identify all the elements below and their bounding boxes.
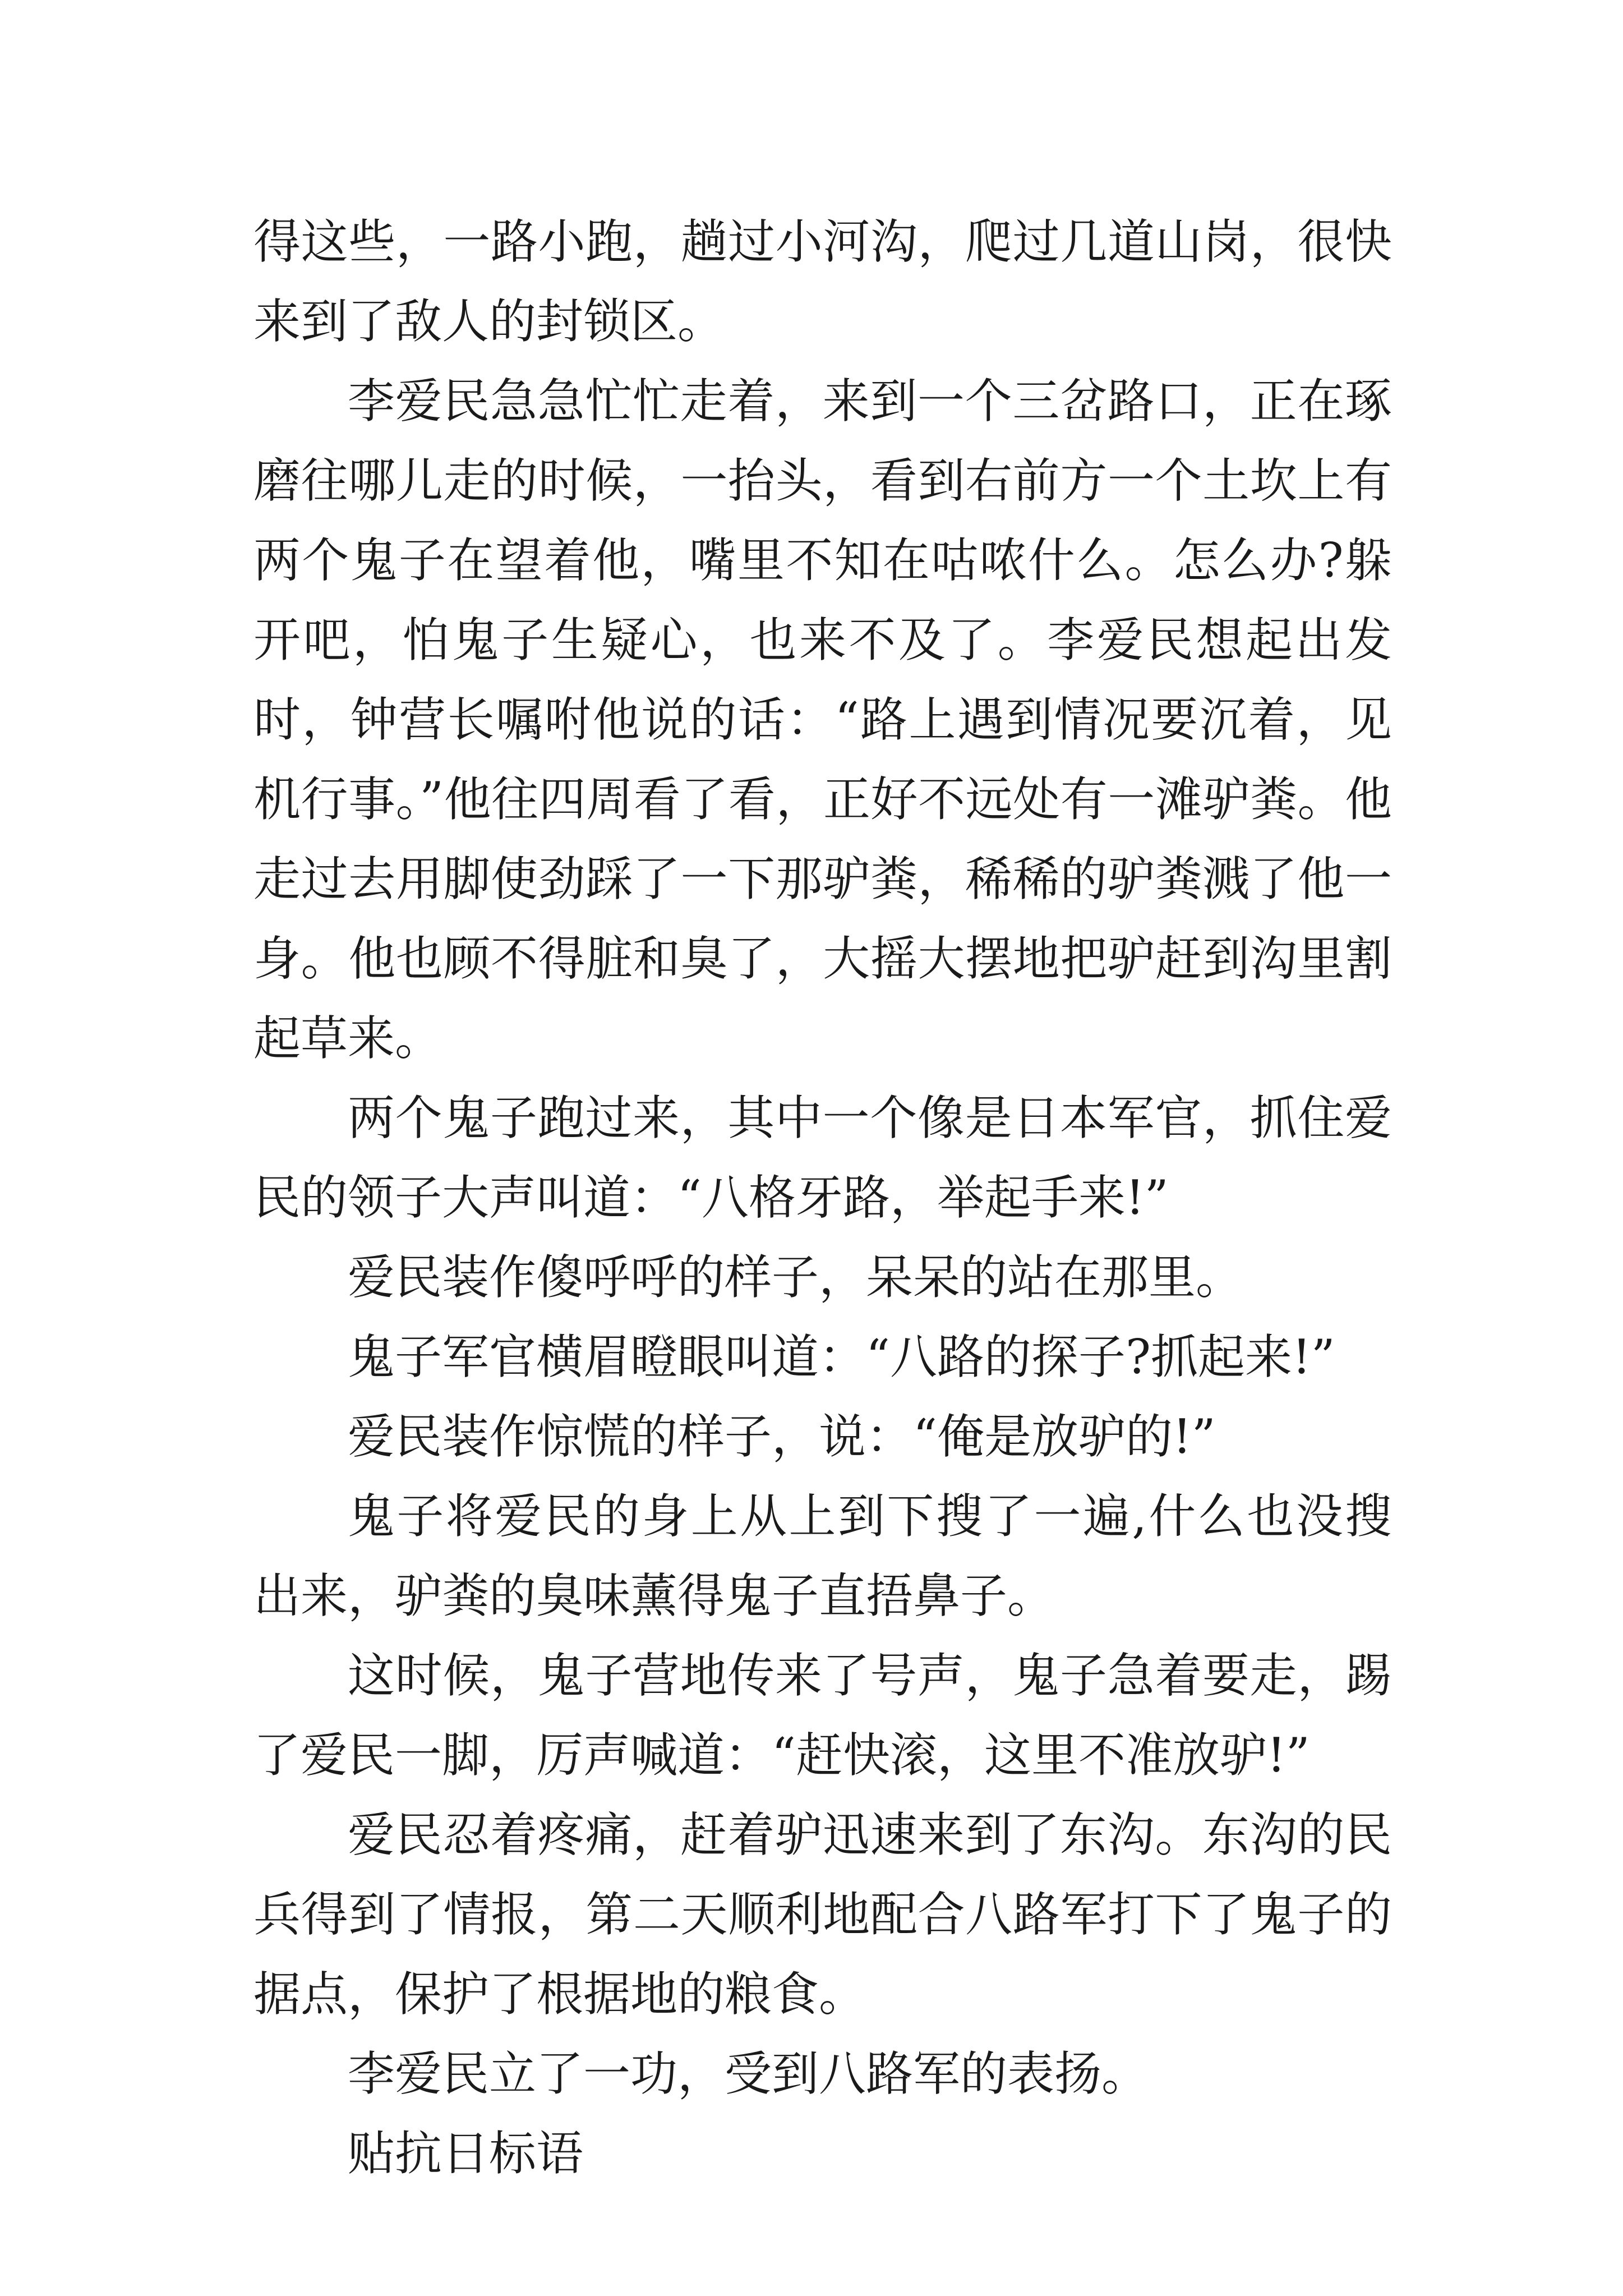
paragraph: 得这些，一路小跑，趟过小河沟，爬过几道山岗，很快来到了敌人的封锁区。 (253, 214, 1392, 349)
paragraph: 鬼子将爱民的身上从上到下搜了一遍,什么也没搜出来，驴粪的臭味薰得鬼子直捂鼻子。 (253, 1489, 1392, 1623)
section-heading: 贴抗日标语 (348, 2126, 584, 2181)
paragraph: 李爱民立了一功，受到八路军的表扬。 (348, 2046, 1149, 2101)
paragraph: 爱民装作傻呼呼的样子，呆呆的站在那里。 (348, 1250, 1243, 1305)
paragraph: 爱民忍着疼痛，赶着驴迅速来到了东沟。东沟的民兵得到了情报，第二天顺利地配合八路军打下了鬼子的据点，保护了根据地的粮食。 (253, 1807, 1392, 2022)
paragraph: 这时候，鬼子营地传来了号声，鬼子急着要走，踢了爱民一脚，厉声喊道：“赶快滚，这里不准放驴!” (253, 1648, 1392, 1783)
paragraph: 爱民装作惊慌的样子，说：“俺是放驴的!” (348, 1409, 1216, 1464)
paragraph: 两个鬼子跑过来，其中一个像是日本军官，抓住爱民的领子大声叫道：“八格牙路，举起手来!” (253, 1091, 1392, 1225)
paragraph: 鬼子军官横眉瞪眼叫道：“八路的探子?抓起来!” (348, 1329, 1335, 1384)
document-body (253, 202, 1392, 2193)
paragraph: 李爱民急急忙忙走着，来到一个三岔路口，正在琢磨往哪儿走的时候，一抬头，看到右前方一个土坎上有两个鬼子在望着他，嘴里不知在咕哝什么。怎么办?躲开吧，怕鬼子生疑心，也来不及了。李爱民想起出发时，钟营长嘱咐他说的话：“路上遇到情况要沉着，见机行事。”他往四周看了看，正好不远处有一滩驴粪。他走过去用脚使劲踩了一下那驴粪，稀稀的驴粪溅了他一身。他也顾不得脏和臭了，大摇大摆地把驴赶到沟里割起草来。 (253, 374, 1392, 1066)
